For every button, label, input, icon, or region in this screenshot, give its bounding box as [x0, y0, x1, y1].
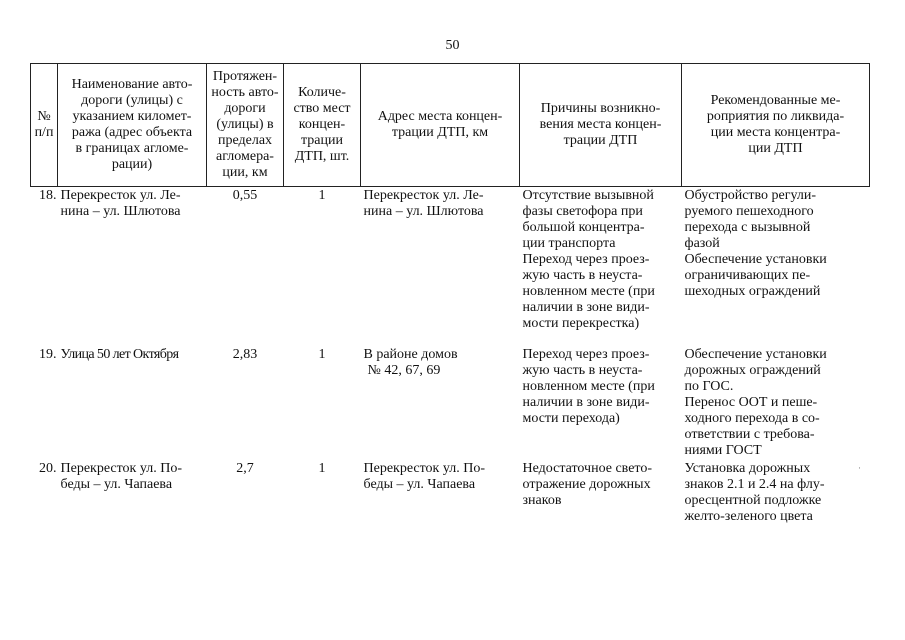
- measures-cell: Обеспечение установки дорожных ограждений по ГОС. Перенос ООТ и пеше- ходного перехода в со- ответствии с требова- ниями ГОСТ: [684, 347, 827, 458]
- count-cell: 1: [318, 347, 326, 362]
- accident-concentration-table: [30, 63, 870, 541]
- header-road-name: Наименование авто- дороги (улицы) с указанием километ- ража (адрес объекта в границах агломе- рации): [58, 64, 207, 187]
- causes-cell: Переход через проез- жую часть в неуста- новленном месте (при наличии в зоне види- мости перехода): [522, 347, 655, 426]
- length-cell: 0,55: [232, 188, 258, 203]
- table-row: [31, 187, 870, 347]
- page-number: 50: [445, 38, 460, 53]
- header-address: Адрес места концен- трации ДТП, км: [361, 64, 520, 187]
- count-cell: 1: [318, 461, 326, 476]
- header-measures: Рекомендованные ме- роприятия по ликвида- ции места концентра- ции ДТП: [682, 64, 870, 187]
- row-number: 18.: [39, 188, 57, 203]
- address-cell: В районе домов № 42, 67, 69: [363, 347, 458, 378]
- causes-cell: Отсутствие вызывной фазы светофора при большой концентра- ции транспорта Переход через проез- жую часть в неуста- новленном месте (при наличии в зоне види- мости перекрестка): [522, 188, 655, 331]
- table-row: [31, 346, 870, 460]
- road-name-cell: Перекресток ул. По- беды – ул. Чапаева: [60, 461, 182, 492]
- table-header: [31, 64, 870, 187]
- header-row: [31, 64, 870, 187]
- row-number: 20.: [39, 461, 57, 476]
- header-causes: Причины возникно- вения места концен- трации ДТП: [520, 64, 682, 187]
- count-cell: 1: [318, 188, 326, 203]
- header-length: Протяжен- ность авто- дороги (улицы) в пределах агломера- ции, км: [207, 64, 284, 187]
- road-name-cell: Улица 50 лет Октября: [60, 347, 179, 362]
- length-cell: 2,7: [236, 461, 254, 476]
- header-num: № п/п: [31, 64, 58, 187]
- stray-mark: ·: [858, 463, 861, 473]
- header-count: Количе- ство мест концен- трации ДТП, шт.: [284, 64, 361, 187]
- table-body: [31, 187, 870, 542]
- row-number: 19.: [39, 347, 57, 362]
- table-row: [31, 460, 870, 541]
- road-name-cell: Перекресток ул. Ле- нина – ул. Шлютова: [60, 188, 181, 219]
- length-cell: 2,83: [232, 347, 258, 362]
- causes-cell: Недостаточное свето- отражение дорожных знаков: [522, 461, 653, 508]
- address-cell: Перекресток ул. По- беды – ул. Чапаева: [363, 461, 485, 492]
- measures-cell: Установка дорожных знаков 2.1 и 2.4 на флу- оресцентной подложке желто-зеленого цвета: [684, 461, 825, 524]
- address-cell: Перекресток ул. Ле- нина – ул. Шлютова: [363, 188, 484, 219]
- measures-cell: Обустройство регули- руемого пешеходного перехода с вызывной фазой Обеспечение установки ограничивающих пе- шеходных ограждений: [684, 188, 827, 299]
